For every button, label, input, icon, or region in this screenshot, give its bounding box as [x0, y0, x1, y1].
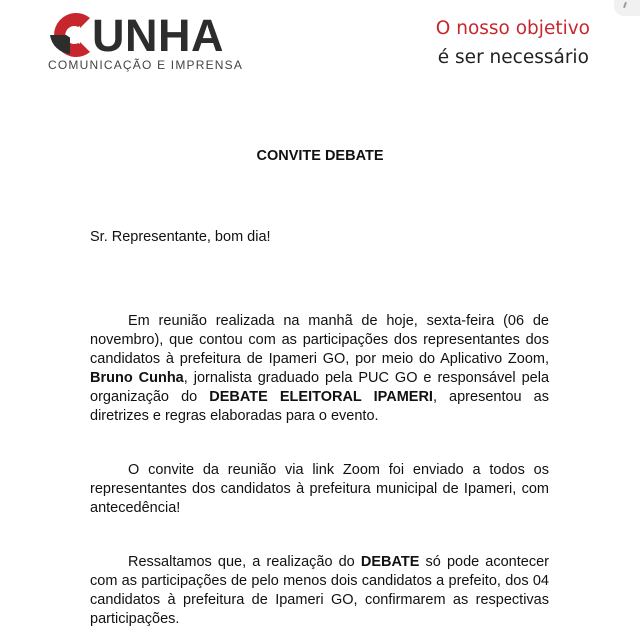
slogan-line-2: é ser necessário — [437, 47, 589, 68]
paragraph-3 — [90, 553, 549, 629]
paragraph-2: O convite da reunião via link Zoom foi enviado a todos os representantes dos candidatos à prefeitura municipal de Ipameri, com antecedência! — [90, 462, 549, 516]
p1-text-a: Em reunião realizada na manhã de hoje, sexta-feira (06 de novembro), que contou com as participações dos representantes dos candidatos à prefeitura de Ipameri GO, por meio do Aplicativo Zoom, — [90, 313, 549, 367]
p1-name-bold: Bruno Cunha — [90, 370, 184, 386]
brand-subtitle: COMUNICAÇÃO E IMPRENSA — [48, 58, 244, 72]
slogan — [436, 14, 590, 72]
brand-name: UNHA — [92, 10, 224, 61]
p1-text-e: , apresentou as diretrizes e regras elaboradas para o evento. — [90, 389, 549, 424]
p3-text-c: só pode acontecer com as participações de pelo menos dois candidatos a prefeito, dos 04 candidatos à prefeitura de Ipameri GO, confirmarem as respectivas participações. — [90, 554, 549, 627]
logo-c-emblem-icon — [46, 8, 96, 62]
document-title: CONVITE DEBATE — [256, 148, 384, 164]
slogan-line-1: O nosso objetivo — [435, 18, 590, 39]
paragraph-1 — [90, 312, 549, 426]
p3-text-a: Ressaltamos que, a realização do — [128, 554, 361, 570]
p3-debate-bold: DEBATE — [360, 554, 420, 570]
corner-indicator — [614, 0, 640, 16]
brand-logo — [46, 8, 246, 78]
p1-text-c: , jornalista graduado pela PUC GO e responsável pela organização do — [90, 370, 550, 405]
greeting: Sr. Representante, bom dia! — [90, 229, 271, 245]
p1-event-bold: DEBATE ELEITORAL IPAMERI — [209, 389, 433, 405]
